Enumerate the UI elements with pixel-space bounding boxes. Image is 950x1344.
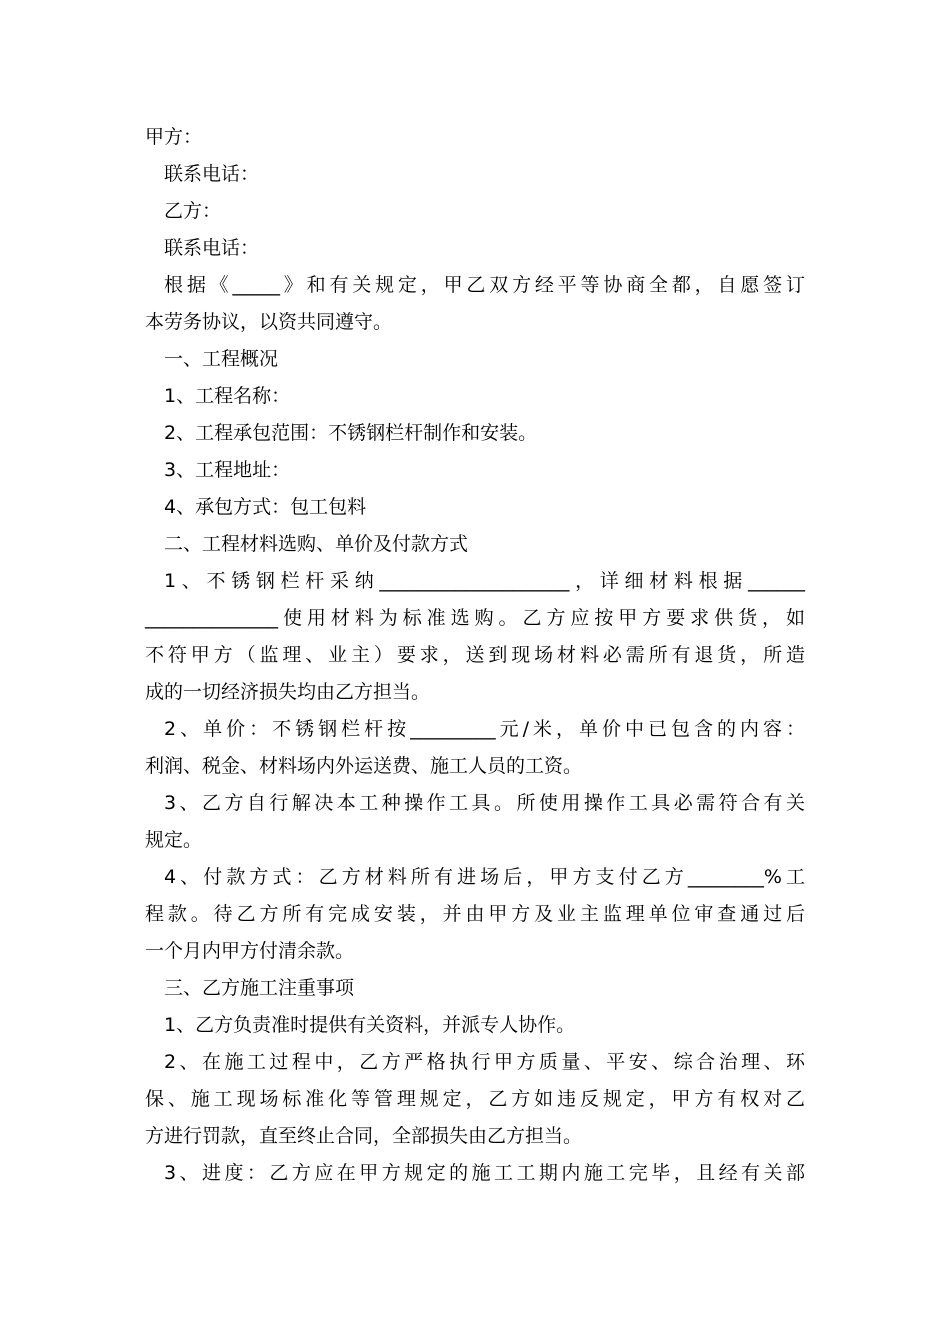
text-line: 利润、税金、材料场内外运送费、施工人员的工资。 xyxy=(145,755,583,777)
text-line: 2、在施工过程中，乙方严格执行甲方质量、平安、综合治理、环 xyxy=(164,1051,805,1073)
document-body xyxy=(145,119,805,1192)
text-line: 程款。待乙方所有完成安装，并由甲方及业主监理单位审查通过后 xyxy=(145,903,805,925)
text-line: 一、工程概况 xyxy=(164,348,279,370)
text-line: 4、付款方式：乙方材料所有进场后，甲方支付乙方________%工 xyxy=(164,866,805,888)
text-line: 乙方： xyxy=(164,200,222,222)
text-line: 保、施工现场标准化等管理规定，乙方如违反规定，甲方有权对乙 xyxy=(145,1088,805,1110)
text-line: 联系电话： xyxy=(164,163,260,185)
text-line: 根据《_____》和有关规定，甲乙双方经平等协商全都，自愿签订 xyxy=(164,274,805,296)
text-line: 1、不锈钢栏杆采纳____________________，详细材料根据______ xyxy=(164,570,805,592)
text-line: 三、乙方施工注重事项 xyxy=(164,977,355,999)
text-line: 本劳务协议，以资共同遵守。 xyxy=(145,311,393,333)
text-line: 成的一切经济损失均由乙方担当。 xyxy=(145,681,431,703)
text-line: 甲方： xyxy=(145,126,203,148)
text-line: 3、乙方自行解决本工种操作工具。所使用操作工具必需符合有关 xyxy=(164,792,805,814)
text-line: 1、乙方负责准时提供有关资料，并派专人协作。 xyxy=(164,1014,576,1036)
text-line: 1、工程名称： xyxy=(164,385,291,407)
text-line: 二、工程材料选购、单价及付款方式 xyxy=(164,533,469,555)
text-line: 不符甲方（监理、业主）要求，送到现场材料必需所有退货，所造 xyxy=(145,644,805,666)
text-line: 规定。 xyxy=(145,829,203,851)
text-line: 联系电话： xyxy=(164,237,260,259)
text-line: ______________使用材料为标准选购。乙方应按甲方要求供货，如 xyxy=(145,607,805,629)
text-line: 4、承包方式：包工包料 xyxy=(164,496,367,518)
text-line: 2、工程承包范围：不锈钢栏杆制作和安装。 xyxy=(164,422,538,444)
text-line: 方进行罚款，直至终止合同，全部损失由乙方担当。 xyxy=(145,1125,583,1147)
text-line: 一个月内甲方付清余款。 xyxy=(145,940,355,962)
text-line: 3、进度：乙方应在甲方规定的施工工期内施工完毕，且经有关部 xyxy=(164,1162,805,1184)
text-line: 3、工程地址： xyxy=(164,459,291,481)
text-line: 2、单价：不锈钢栏杆按_________元/米，单价中已包含的内容： xyxy=(164,718,805,740)
